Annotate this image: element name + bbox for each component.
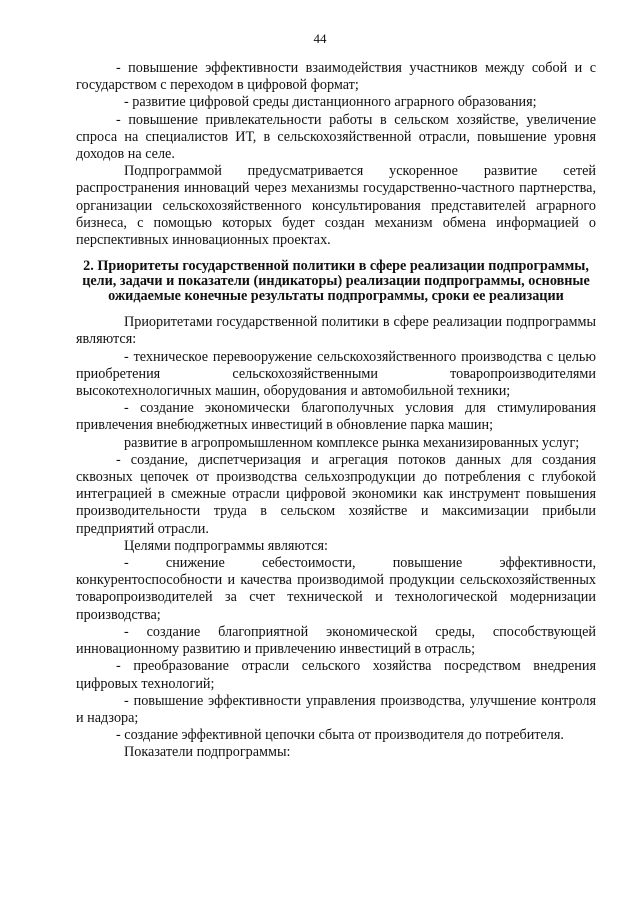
page-number: 44 [313,31,327,46]
section-heading: 2. Приоритеты государственной политики в сфере реализации подпрограммы, цели, задачи и показатели (индикаторы) реализации подпрограммы, основные ожидаемые конечные результаты подпрограммы, сроки ее реализации [82,258,590,305]
paragraph: - развитие цифровой среды дистанционного аграрного образования; [124,94,537,111]
paragraph: - создание, диспетчеризация и агрегация потоков данных для создания сквозных цепочек от производства сельхозпродукции до потребления с глубокой интеграцией в смежные отрасли цифровой экономики как инструмент повышения производительности труда в сельском хозяйстве и максимизации прибыли предприятий отрасли. [76,451,596,537]
paragraph: Показатели подпрограммы: [124,744,291,761]
paragraph: развитие в агропромышленном комплексе рынка механизированных услуг; [124,434,580,451]
document-body [76,60,596,762]
paragraph: - повышение эффективности взаимодействия участников между собой и с государством с переходом в цифровой формат; [76,60,596,94]
paragraph: - повышение привлекательности работы в сельском хозяйстве, увеличение спроса на специалистов ИТ, в сельскохозяйственной отрасли, повышение уровня доходов на селе. [76,111,596,163]
paragraph: - техническое перевооружение сельскохозяйственного производства с целью приобретения сельскохозяйственными товаропроизводителями высокотехнологичных машин, оборудования и автомобильной техники; [76,348,596,400]
paragraph: - создание экономически благополучных условия для стимулирования привлечения внебюджетных инвестиций в обновление парка машин; [76,400,596,434]
paragraph: - повышение эффективности управления производства, улучшение контроля и надзора; [76,692,596,726]
paragraph: - создание благоприятной экономической среды, способствующей инновационному развитию и привлечению инвестиций в отрасль; [76,623,596,658]
paragraph: - преобразование отрасли сельского хозяйства посредством внедрения цифровых технологий; [76,658,596,692]
paragraph: Целями подпрограммы являются: [124,537,328,554]
paragraph: Приоритетами государственной политики в сфере реализации подпрограммы являются: [76,314,596,348]
paragraph: Подпрограммой предусматривается ускоренное развитие сетей распространения инноваций через механизмы государственно-частного партнерства, организации сельскохозяйственного консультирования представителей аграрного бизнеса, с помощью которых будет создан механизм обмена информацией о перспективных инновационных проектах. [76,163,596,249]
paragraph: - создание эффективной цепочки сбыта от производителя до потребителя. [116,727,564,744]
paragraph: - снижение себестоимости, повышение эффективности, конкурентоспособности и качества производимой продукции сельскохозяйственных товаропроизводителей за счет технической и технологической модернизации производства; [76,555,596,623]
